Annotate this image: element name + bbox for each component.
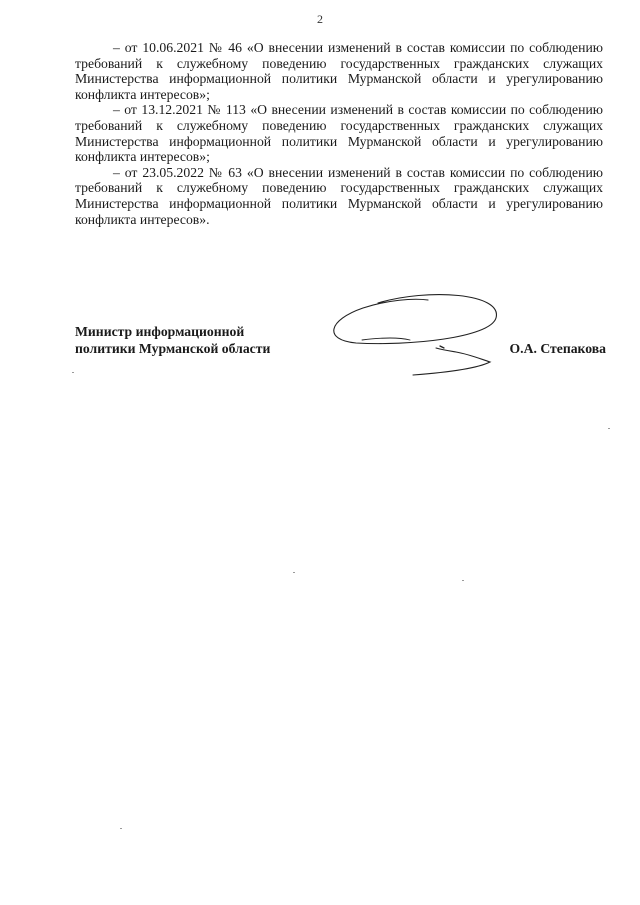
list-item-amendment-1: – от 10.06.2021 № 46 «О внесении изменений в состав комиссии по соблюдению требований к служебному поведению государственных гражданских служащих Министерства информационной политики Мурманской области и урегулированию конфликта интересов»; [75,40,603,102]
scan-speck [120,828,122,829]
list-item-amendment-2: – от 13.12.2021 № 113 «О внесении изменений в состав комиссии по соблюдению требований к служебному поведению государственных гражданских служащих Министерства информационной политики Мурманской области и урегулированию конфликта интересов»; [75,102,603,165]
scan-speck [462,580,464,581]
signatory-title-line-1: Министр информационной [75,324,245,339]
page-number: 2 [317,12,323,26]
scan-speck [72,372,74,373]
document-body [75,40,603,227]
signatory-title-line-2: политики Мурманской области [75,341,271,356]
scan-speck [293,572,295,573]
scan-speck [608,428,610,429]
list-item-amendment-3: – от 23.05.2022 № 63 «О внесении изменений в состав комиссии по соблюдению требований к служебному поведению государственных гражданских служащих Министерства информационной политики Мурманской области и урегулированию конфликта интересов». [75,164,603,227]
signatory-name: О.А. Степакова [509,341,606,356]
signatory-title [75,323,270,357]
handwritten-signature-icon [318,288,518,388]
